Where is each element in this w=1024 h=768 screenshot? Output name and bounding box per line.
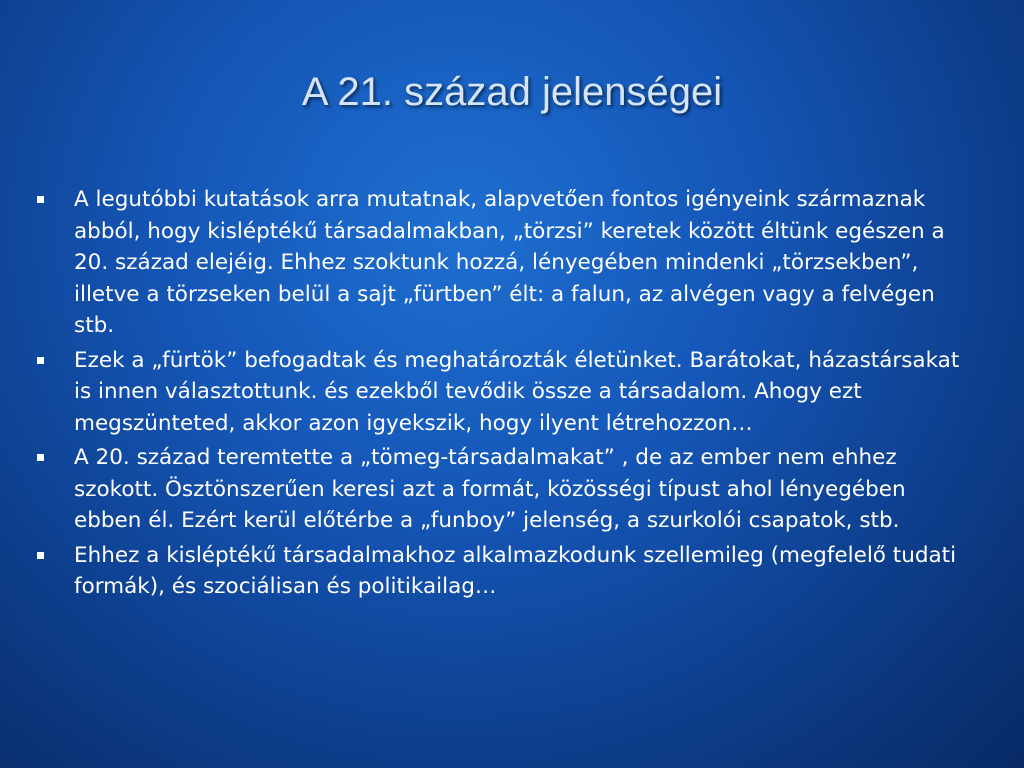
square-bullet-icon <box>37 196 44 203</box>
bullet-text: Ezek a „fürtök” befogadtak és meghatározták életünket. Barátokat, házastársakat is innen választottunk. és ezekből tevődik össze a társadalom. Ahogy ezt megszünteted, akkor azon igyekszik, hogy ilyent létrehozzon… <box>74 347 960 436</box>
bullet-list <box>36 184 976 603</box>
square-bullet-icon <box>37 357 44 364</box>
square-bullet-icon <box>37 454 44 461</box>
bullet-item <box>36 345 976 440</box>
slide-title: A 21. század jelenségei <box>301 70 723 114</box>
bullet-text: A legutóbbi kutatások arra mutatnak, alapvetően fontos igényeink származnak abból, hogy kisléptékű társadalmakban, „törzsi” keretek között éltünk egészen a 20. század elejéig. Ehhez szoktunk hozzá, lényegében mindenki „törzsekben”, illetve a törzseken belül a sajt „fürtben” élt: a falun, az alvégen vagy a felvégen stb. <box>74 187 945 338</box>
bullet-item <box>36 184 976 342</box>
bullet-text: A 20. század teremtette a „tömeg-társadalmakat” , de az ember nem ehhez szokott. Ösztönszerűen keresi azt a formát, közösségi típust ahol lényegében ebben él. Ezért kerül előtérbe a „funboy” jelenség, a szurkolói csapatok, stb. <box>74 445 906 533</box>
square-bullet-icon <box>37 552 44 559</box>
bullet-text: Ehhez a kisléptékű társadalmakhoz alkalmazkodunk szellemileg (megfelelő tudati formák), és szociálisan és politikailag… <box>74 542 957 599</box>
bullet-item <box>36 540 976 603</box>
slide-content <box>36 184 976 606</box>
bullet-item <box>36 442 976 537</box>
